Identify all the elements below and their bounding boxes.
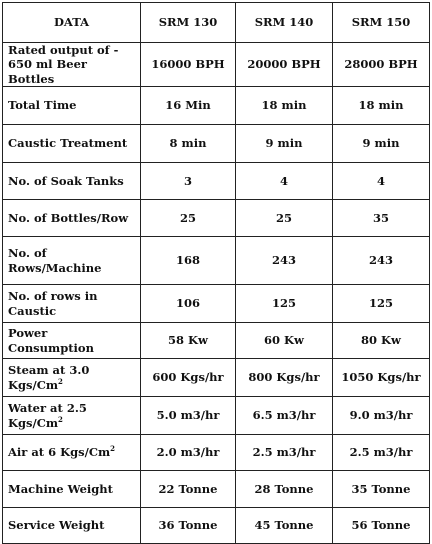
table-row [3,43,430,87]
cell-srm-150: 2.5 m3/hr [333,435,430,471]
cell-srm-150: 243 [333,237,430,285]
superscript: 2 [58,376,63,386]
superscript: 2 [110,444,116,454]
row-label-line1: No. of [8,246,47,261]
table-row [3,508,430,544]
row-label-line1: Rated output of - [8,43,119,57]
header-data: DATA [3,3,141,43]
row-label: No. of Soak Tanks [3,163,141,200]
row-label: Power Consumption [3,323,141,359]
cell-srm-130: 16 Min [141,87,236,125]
row-label-line2: Kgs/Cm [8,377,59,392]
cell-srm-140: 45 Tonne [236,508,333,544]
row-label: Total Time [3,87,141,125]
cell-srm-130: 168 [141,237,236,285]
cell-srm-150: 28000 BPH [333,43,430,87]
spec-table-container [2,2,430,544]
table-row [3,200,430,237]
cell-srm-140: 800 Kgs/hr [236,359,333,397]
row-label-line2: Kgs/Cm [8,415,59,430]
cell-srm-150: 18 min [333,87,430,125]
cell-srm-140: 28 Tonne [236,471,333,508]
table-row [3,397,430,435]
cell-srm-150: 35 [333,200,430,237]
cell-srm-140: 243 [236,237,333,285]
row-label: No. of Bottles/Row [3,200,141,237]
cell-srm-140: 125 [236,285,333,323]
cell-srm-150: 125 [333,285,430,323]
cell-srm-150: 80 Kw [333,323,430,359]
row-label-line2: Caustic [8,303,57,318]
row-label [3,397,141,435]
cell-srm-140: 20000 BPH [236,43,333,87]
row-label-line1: Water at 2.5 [8,401,87,416]
cell-srm-130: 36 Tonne [141,508,236,544]
row-label-line2: 650 ml Beer Bottles [8,57,87,86]
table-row [3,237,430,285]
cell-srm-130: 5.0 m3/hr [141,397,236,435]
row-label [3,435,141,471]
row-label: Caustic Treatment [3,125,141,163]
cell-srm-130: 600 Kgs/hr [141,359,236,397]
row-label [3,43,141,87]
table-row [3,471,430,508]
cell-srm-150: 56 Tonne [333,508,430,544]
row-label [3,237,141,285]
cell-srm-130: 106 [141,285,236,323]
cell-srm-150: 9 min [333,125,430,163]
cell-srm-130: 3 [141,163,236,200]
row-label-text: Air at 6 Kgs/Cm [8,445,111,460]
cell-srm-130: 8 min [141,125,236,163]
cell-srm-130: 2.0 m3/hr [141,435,236,471]
cell-srm-150: 4 [333,163,430,200]
cell-srm-150: 1050 Kgs/hr [333,359,430,397]
superscript: 2 [58,414,63,424]
cell-srm-130: 22 Tonne [141,471,236,508]
row-label: Service Weight [3,508,141,544]
cell-srm-140: 60 Kw [236,323,333,359]
table-row [3,285,430,323]
cell-srm-140: 6.5 m3/hr [236,397,333,435]
cell-srm-140: 18 min [236,87,333,125]
cell-srm-140: 4 [236,163,333,200]
cell-srm-150: 35 Tonne [333,471,430,508]
row-label: Machine Weight [3,471,141,508]
row-label [3,359,141,397]
row-label-line1: Steam at 3.0 [8,363,90,378]
header-srm-130: SRM 130 [141,3,236,43]
cell-srm-140: 9 min [236,125,333,163]
table-row [3,87,430,125]
cell-srm-130: 16000 BPH [141,43,236,87]
table-row [3,435,430,471]
table-row [3,125,430,163]
table-row [3,359,430,397]
cell-srm-130: 58 Kw [141,323,236,359]
cell-srm-150: 9.0 m3/hr [333,397,430,435]
spec-table [2,2,430,544]
row-label [3,285,141,323]
header-srm-150: SRM 150 [333,3,430,43]
table-header-row [3,3,430,43]
cell-srm-140: 25 [236,200,333,237]
table-row [3,323,430,359]
header-srm-140: SRM 140 [236,3,333,43]
table-row [3,163,430,200]
row-label-line1: No. of rows in [8,289,98,304]
cell-srm-140: 2.5 m3/hr [236,435,333,471]
row-label-line2: Rows/Machine [8,260,102,275]
cell-srm-130: 25 [141,200,236,237]
